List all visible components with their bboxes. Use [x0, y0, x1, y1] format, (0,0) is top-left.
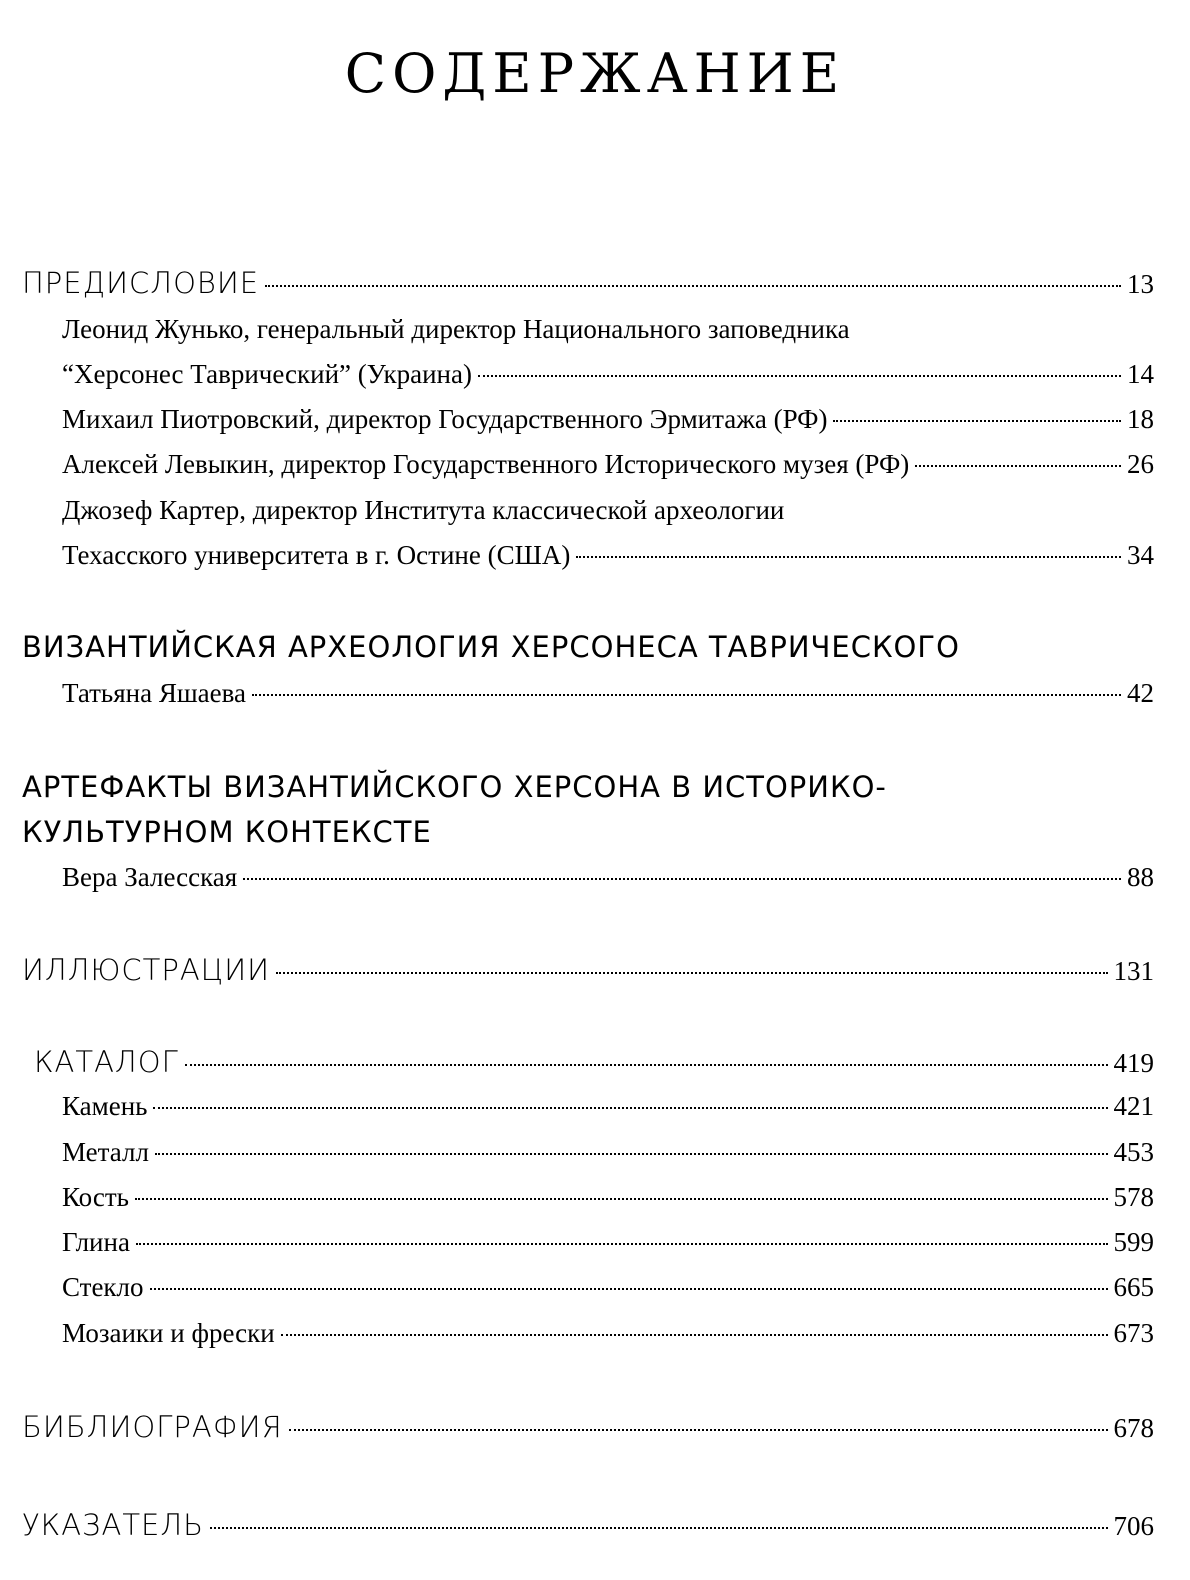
toc-entry-text: Татьяна Яшаева	[62, 678, 246, 708]
dot-leader	[276, 972, 1108, 974]
toc-page-number: 678	[1113, 1413, 1154, 1443]
toc-entry-text: Мозаики и фрески	[62, 1318, 275, 1348]
dot-leader	[289, 1429, 1108, 1431]
toc-entry-glass[interactable]	[62, 1272, 1154, 1303]
toc-entry-text: Камень	[62, 1091, 148, 1121]
toc-section-artifacts[interactable]: АРТЕФАКТЫ ВИЗАНТИЙСКОГО ХЕРСОНА В ИСТОРИКО-	[22, 770, 887, 804]
page-title: СОДЕРЖАНИЕ	[344, 42, 846, 105]
toc-section-bibliography[interactable]	[22, 1410, 1154, 1444]
toc-section-artifacts-cont: КУЛЬТУРНОМ КОНТЕКСТЕ	[22, 815, 432, 849]
toc-entry-yashaeva[interactable]	[62, 678, 1154, 709]
dot-leader	[265, 285, 1121, 287]
toc-entry-carter[interactable]	[62, 540, 1154, 571]
toc-page-number: 26	[1127, 449, 1154, 479]
dot-leader	[478, 375, 1121, 377]
toc-page-number: 421	[1113, 1091, 1154, 1121]
toc-section-title: УКАЗАТЕЛЬ	[22, 1508, 205, 1542]
dot-leader	[252, 694, 1121, 696]
dot-leader	[153, 1107, 1107, 1109]
toc-entry-text: “Херсонес Таврический” (Украина)	[62, 359, 472, 389]
toc-entry-metal[interactable]	[62, 1137, 1154, 1168]
toc-entry-text: Кость	[62, 1182, 129, 1212]
toc-section-index[interactable]	[22, 1508, 1154, 1542]
dot-leader	[135, 1198, 1108, 1200]
toc-page-number: 419	[1113, 1048, 1154, 1078]
toc-section-byzantine-archaeology[interactable]: ВИЗАНТИЙСКАЯ АРХЕОЛОГИЯ ХЕРСОНЕСА ТАВРИЧЕСКОГО	[22, 630, 960, 664]
toc-page-number: 18	[1127, 404, 1154, 434]
toc-entry-levykin[interactable]	[62, 449, 1154, 480]
dot-leader	[915, 465, 1121, 467]
toc-page-number: 14	[1127, 359, 1154, 389]
toc-page-number: 453	[1113, 1137, 1154, 1167]
toc-entry-zhunko[interactable]	[62, 359, 1154, 390]
toc-page-number: 88	[1127, 862, 1154, 892]
toc-entry-bone[interactable]	[62, 1182, 1154, 1213]
toc-page-number: 706	[1113, 1511, 1154, 1541]
toc-entry-text: Стекло	[62, 1272, 144, 1302]
toc-entry-text: Джозеф Картер, директор Института классической археологии	[62, 495, 785, 525]
toc-section-title: ПРЕДИСЛОВИЕ	[22, 266, 260, 300]
toc-entry-text: Леонид Жунько, генеральный директор Национального заповедника	[62, 314, 850, 344]
toc-entry-mosaics[interactable]	[62, 1318, 1154, 1349]
dot-leader	[155, 1153, 1108, 1155]
toc-page-number: 673	[1113, 1318, 1154, 1348]
toc-page-number: 42	[1127, 678, 1154, 708]
toc-section-catalog[interactable]	[34, 1045, 1154, 1079]
toc-section-title: ИЛЛЮСТРАЦИИ	[22, 953, 270, 987]
toc-page-number: 665	[1113, 1272, 1154, 1302]
dot-leader	[150, 1288, 1108, 1290]
toc-page-number: 599	[1113, 1227, 1154, 1257]
dot-leader	[210, 1527, 1107, 1529]
dot-leader	[185, 1064, 1108, 1066]
toc-entry-piotrovsky[interactable]	[62, 404, 1154, 435]
toc-entry-text: Техасского университета в г. Остине (США)	[62, 540, 571, 570]
toc-page-number: 34	[1127, 540, 1154, 570]
dot-leader	[833, 420, 1121, 422]
toc-entry-text: Михаил Пиотровский, директор Государственного Эрмитажа (РФ)	[62, 404, 828, 434]
toc-entry-text: Металл	[62, 1137, 149, 1167]
toc-page-number: 578	[1113, 1182, 1154, 1212]
dot-leader	[243, 878, 1121, 880]
toc-section-illustrations[interactable]	[22, 953, 1154, 987]
toc-entry-zalesskaya[interactable]	[62, 862, 1154, 893]
toc-entry-stone[interactable]	[62, 1091, 1154, 1122]
toc-section-preface[interactable]	[22, 266, 1154, 300]
toc-entry-text: Глина	[62, 1227, 130, 1257]
dot-leader	[136, 1243, 1108, 1245]
toc-entry-text: Вера Залесская	[62, 862, 238, 892]
dot-leader	[281, 1334, 1108, 1336]
toc-page-number: 13	[1127, 269, 1154, 299]
dot-leader	[576, 556, 1121, 558]
toc-section-title: КАТАЛОГ	[34, 1045, 179, 1079]
toc-section-title: БИБЛИОГРАФИЯ	[22, 1410, 283, 1444]
toc-entry-clay[interactable]	[62, 1227, 1154, 1258]
toc-page-number: 131	[1113, 956, 1154, 986]
toc-entry-text: Алексей Левыкин, директор Государственного Исторического музея (РФ)	[62, 449, 910, 479]
